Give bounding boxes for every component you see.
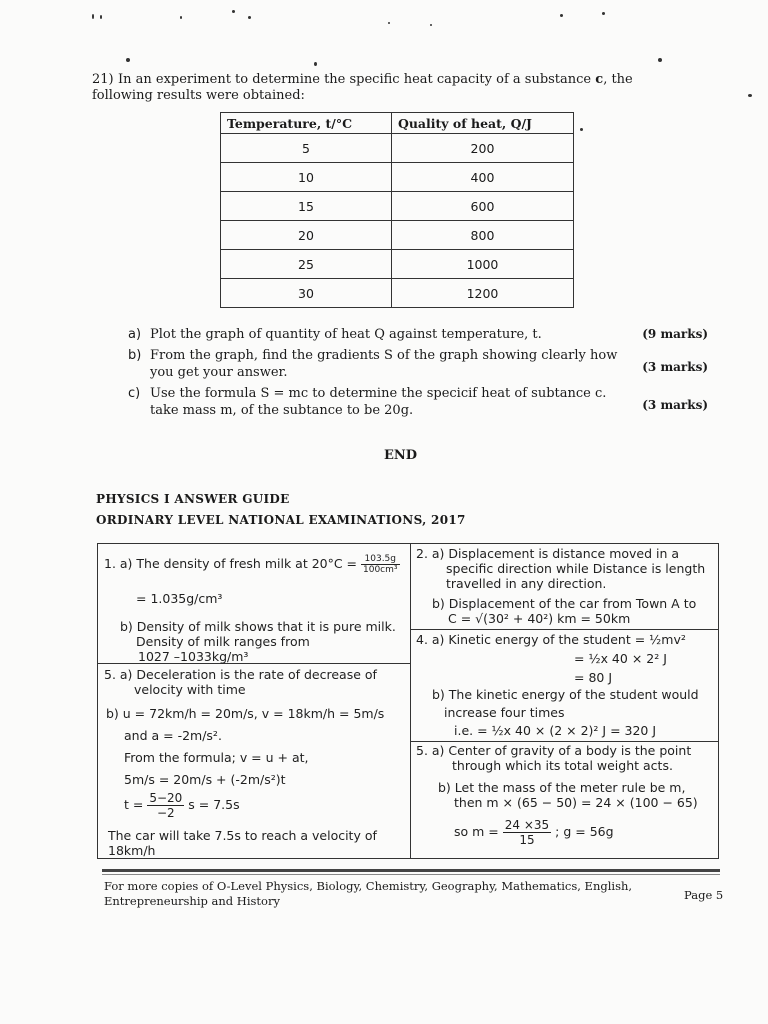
table-header-temperature: Temperature, t/°C: [221, 113, 392, 134]
scan-speck: [126, 58, 130, 62]
answer-text: t =: [124, 797, 144, 812]
scan-speck: [314, 62, 317, 66]
answer-text: 5. a) Center of gravity of a body is the point: [416, 743, 692, 758]
answer-text: through which its total weight acts.: [452, 758, 673, 773]
fraction-denominator: −2: [156, 806, 175, 820]
part-text: Use the formula S = mc to determine the specicif heat of subtance c. take mass m, of the subtance to be 20g.: [150, 386, 607, 418]
answer-fraction: [503, 818, 551, 847]
scan-speck: [92, 14, 94, 19]
answer-1b: [120, 619, 410, 664]
answer-text: and a = -2m/s².: [124, 728, 222, 743]
part-a: [128, 326, 708, 343]
table-cell: 1200: [391, 279, 573, 308]
answer-4b: [432, 686, 716, 740]
answer-text: = 80 J: [574, 670, 613, 685]
answer-5b-left: [106, 703, 410, 791]
table-cell: 15: [221, 192, 392, 221]
guide-title: PHYSICS I ANSWER GUIDE: [96, 492, 290, 506]
footer-rule: [102, 874, 720, 875]
fraction-denominator: 100cm³: [363, 565, 398, 575]
answer-1a-result: = 1.035g/cm³: [136, 591, 223, 606]
fraction-numerator: 5−20: [149, 791, 183, 805]
answer-text: From the formula; v = u + at,: [124, 750, 309, 765]
table-cell: 1000: [391, 250, 573, 279]
page-number: Page 5: [684, 888, 724, 902]
footer-rule: [102, 869, 720, 872]
answer-text: 5. a) Deceleration is the rate of decrease of: [104, 667, 377, 682]
answer-5b-right: [438, 780, 716, 810]
answer-5a-right: [416, 743, 716, 773]
part-text: From the graph, find the gradients S of the graph showing clearly how you get your answer.: [150, 348, 618, 380]
guide-subtitle: ORDINARY LEVEL NATIONAL EXAMINATIONS, 2017: [96, 513, 466, 527]
part-label: c): [128, 386, 141, 401]
table-row: [221, 221, 574, 250]
scan-speck: [658, 58, 662, 62]
answer-text: velocity with time: [134, 682, 246, 697]
part-text: Plot the graph of quantity of heat Q against temperature, t.: [150, 327, 542, 342]
answer-text: i.e. = ½x 40 × (2 × 2)² J = 320 J: [454, 723, 657, 738]
table-header-heat: Quality of heat, Q/J: [391, 113, 573, 134]
table-row: [221, 134, 574, 163]
answer-table: [97, 543, 719, 859]
answer-text: The car will take 7.5s to reach a velocity of: [108, 828, 377, 843]
answer-column-divider: [410, 544, 411, 858]
scan-speck: [748, 94, 752, 97]
table-cell: 25: [221, 250, 392, 279]
table-cell: 800: [391, 221, 573, 250]
answer-text: 2. a) Displacement is distance moved in a: [416, 546, 680, 561]
answer-text: C = √(30² + 40²) km = 50km: [448, 611, 631, 626]
end-label: END: [384, 448, 418, 463]
results-table: [220, 112, 574, 308]
answer-fraction: [361, 554, 400, 575]
answer-text: 18km/h: [108, 843, 156, 858]
part-marks: (3 marks): [642, 360, 708, 374]
answer-text: b) The kinetic energy of the student would: [432, 687, 699, 702]
scan-speck: [388, 22, 390, 24]
scan-speck: [560, 14, 563, 17]
question-21: [92, 72, 682, 104]
answer-text: then m × (65 − 50) = 24 × (100 − 65): [454, 795, 698, 810]
table-row: [221, 163, 574, 192]
table-cell: 10: [221, 163, 392, 192]
answer-text: ; g = 56g: [555, 824, 614, 839]
part-marks: (3 marks): [642, 398, 708, 412]
part-b: [128, 347, 708, 381]
answer-5b-conclusion: [108, 828, 408, 858]
answer-5b-mass: [454, 818, 614, 847]
question-parts: [128, 326, 708, 422]
scan-speck: [180, 16, 182, 19]
question-text-b: , the following results were obtained:: [92, 72, 633, 103]
question-number: 21): [92, 72, 114, 87]
table-cell: 20: [221, 221, 392, 250]
scan-speck: [100, 15, 102, 19]
answer-text: increase four times: [444, 705, 565, 720]
table-row: [221, 279, 574, 308]
scan-speck: [580, 128, 583, 131]
table-row: [221, 192, 574, 221]
answer-text: = ½x 40 × 2² J: [574, 651, 667, 666]
answer-fraction: [147, 791, 184, 820]
part-marks: (9 marks): [642, 327, 708, 341]
table-cell: 30: [221, 279, 392, 308]
answer-row-divider: [410, 741, 718, 742]
answer-text: 1. a) The density of fresh milk at 20°C =: [104, 556, 361, 571]
answer-text: 4. a) Kinetic energy of the student = ½mv²: [416, 632, 686, 647]
table-cell: 600: [391, 192, 573, 221]
scan-speck: [232, 10, 235, 13]
answer-text: s = 7.5s: [188, 797, 240, 812]
footer-text: For more copies of O-Level Physics, Biology, Chemistry, Geography, Mathematics, English, Entrepreneurship and History: [104, 879, 633, 908]
answer-2a: [416, 546, 716, 591]
answer-1a: [104, 554, 408, 575]
question-var-c: c: [595, 72, 604, 87]
answer-text: Density of milk ranges from: [136, 634, 310, 649]
answer-4a: [416, 630, 716, 687]
answer-text: b) Let the mass of the meter rule be m,: [438, 780, 686, 795]
part-c: [128, 385, 708, 419]
table-cell: 400: [391, 163, 573, 192]
answer-5a-left: [104, 667, 408, 697]
scan-speck: [602, 12, 605, 15]
table-cell: 5: [221, 134, 392, 163]
table-cell: 200: [391, 134, 573, 163]
answer-text: 1027 –1033kg/m³: [138, 649, 249, 664]
scan-speck: [430, 24, 432, 26]
answer-text: b) Density of milk shows that it is pure milk.: [120, 619, 396, 634]
answer-text: b) u = 72km/h = 20m/s, v = 18km/h = 5m/s: [106, 706, 385, 721]
answer-text: 5m/s = 20m/s + (-2m/s²)t: [124, 772, 286, 787]
fraction-numerator: 24 ×35: [504, 818, 550, 832]
table-header-row: [221, 113, 574, 134]
answer-text: b) Displacement of the car from Town A to: [432, 596, 697, 611]
answer-text: travelled in any direction.: [446, 576, 607, 591]
answer-text: specific direction while Distance is length: [446, 561, 706, 576]
part-label: a): [128, 327, 142, 342]
table-row: [221, 250, 574, 279]
fraction-numerator: 103.5g: [361, 554, 400, 565]
question-text-a: In an experiment to determine the specific heat capacity of a substance: [118, 72, 596, 87]
part-label: b): [128, 348, 142, 363]
answer-text: so m =: [454, 824, 499, 839]
answer-5b-time: [124, 791, 240, 820]
scan-speck: [248, 16, 251, 19]
answer-2b: [432, 596, 716, 626]
fraction-denominator: 15: [519, 833, 535, 847]
